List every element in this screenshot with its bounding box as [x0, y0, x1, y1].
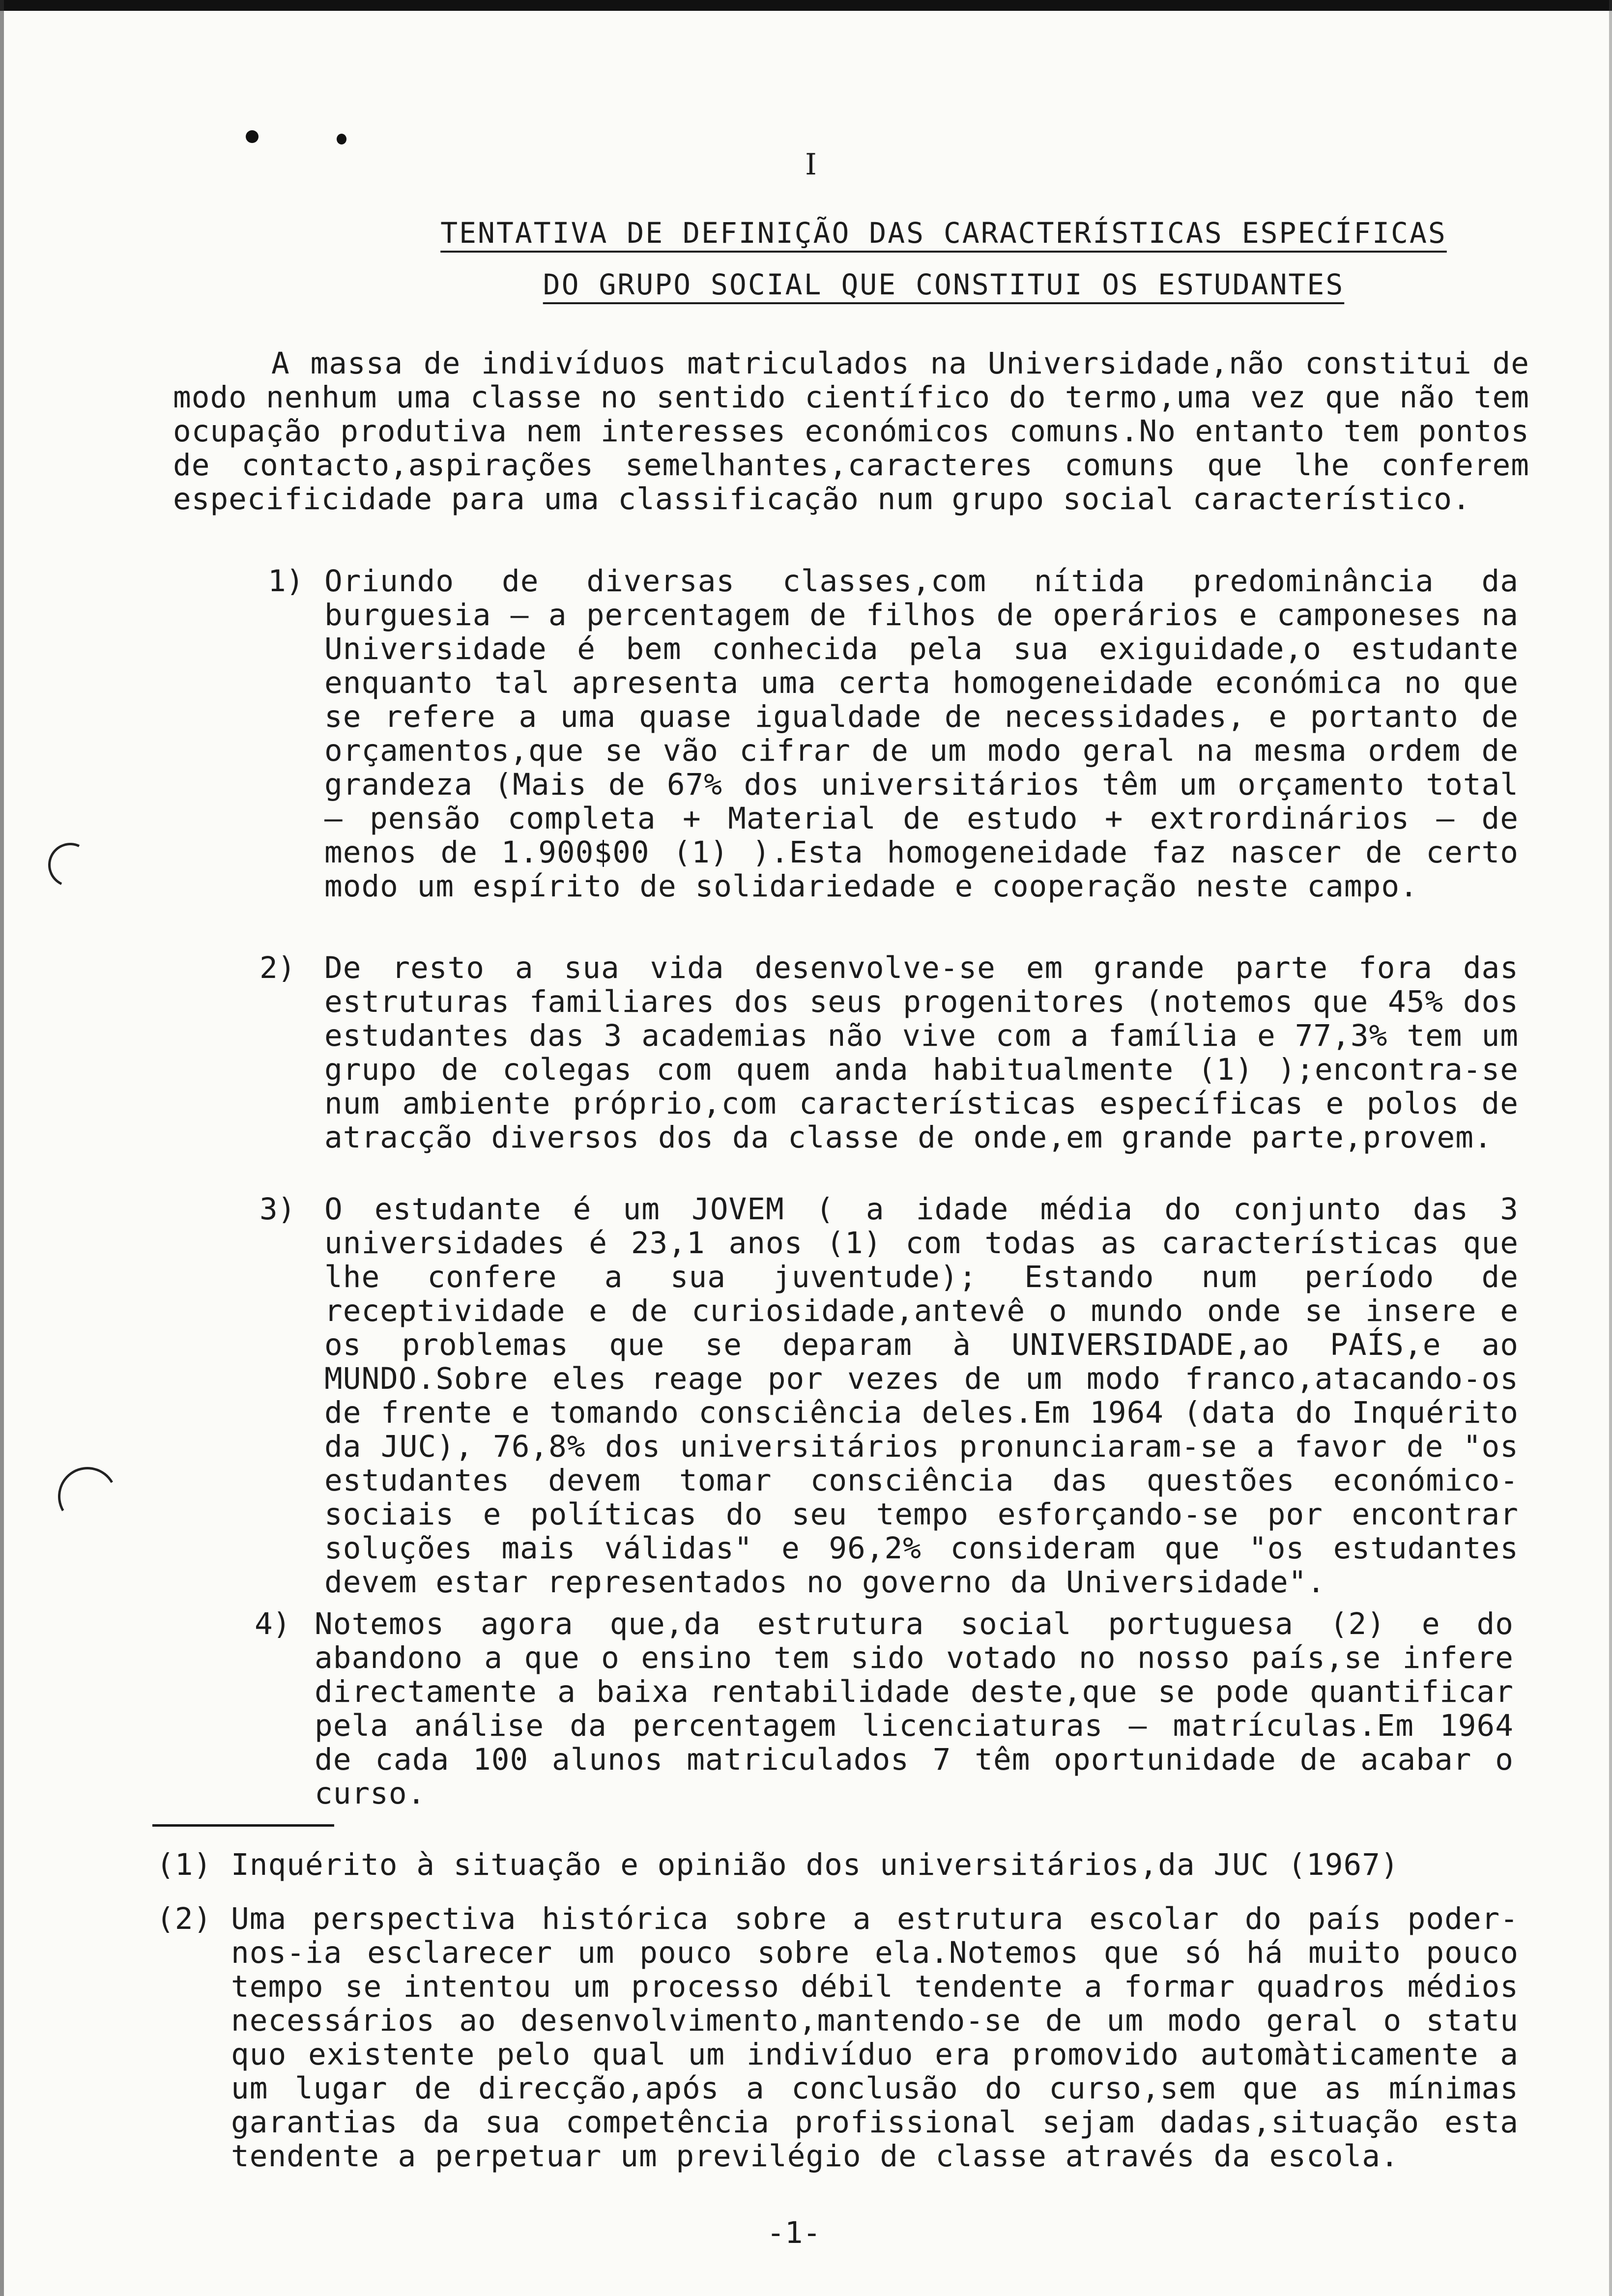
item-number: 1) [268, 564, 304, 599]
footnote-number: (1) [156, 1847, 212, 1882]
margin-mark [42, 836, 98, 893]
list-item: Notemos agora que,da estrutura social portuguesa (2) e do abandono a que o ensino tem sido votado no nosso país,se infere directamente a baixa rentabilidade deste,que se pode quantificar pela análise da percentagem licenciaturas — matrículas.Em 1964 de cada 100 alunos matriculados 7 têm oportunidade de acabar o curso. [315, 1607, 1514, 1811]
item-number: 2) [259, 950, 296, 985]
footnote-text: Inquérito à situação e opinião dos universitários,da JUC (1967) [231, 1847, 1399, 1882]
top-border [0, 0, 1612, 11]
list-item: De resto a sua vida desenvolve-se em grande parte fora das estruturas familiares dos seus progenitores (notemos que 45% dos estudantes das 3 academias não vive com a família e 77,3% tem um grupo de colegas com quem anda habitualmente (1) );encontra-se num ambiente próprio,com características específicas e polos de atracção diversos dos da classe de onde,em grande parte,provem. [324, 950, 1519, 1155]
punch-hole-mark [337, 134, 346, 144]
footnote-number: (2) [156, 1901, 212, 1936]
item-number: 3) [259, 1192, 296, 1227]
footnote-text: Uma perspectiva histórica sobre a estrutura escolar do país poder-nos-ia esclarecer um pouco sobre ela.Notemos que só há muito pouco tempo se intentou um processo débil tendente a formar quadros médios necessários ao desenvolvimento,mantendo-se de um modo geral o statu quo existente pelo qual um indivíduo era promovido automàticamente a um lugar de direcção,após a conclusão do curso,sem que as mínimas garantias da sua competência profissional sejam dadas,situação esta tendente a perpetuar um previlégio de classe através da escola. [231, 1901, 1519, 2174]
document-title-line-2: DO GRUPO SOCIAL QUE CONSTITUI OS ESTUDANTES [543, 268, 1345, 301]
page-number: -1- [767, 2215, 821, 2250]
right-page-edge [1609, 0, 1612, 2296]
document-title-line-1: TENTATIVA DE DEFINIÇÃO DAS CARACTERÍSTICAS ESPECÍFICAS [440, 216, 1447, 250]
left-page-edge [0, 0, 4, 2296]
intro-paragraph: A massa de indivíduos matriculados na Universidade,não constitui de modo nenhum uma classe no sentido científico do termo,uma vez que não tem ocupação produtiva nem interesses económicos comuns.No entanto tem pontos de contacto,aspirações semelhantes,caracteres comuns que lhe conferem especificidade para uma classificação num grupo social característico. [173, 346, 1529, 517]
item-number: 4) [255, 1607, 291, 1641]
list-item: O estudante é um JOVEM ( a idade média do conjunto das 3 universidades é 23,1 anos (1) com todas as características que lhe confere a sua juventude); Estando num período de receptividade e de curiosidade,antevê o mundo onde se insere e os problemas que se deparam à UNIVERSIDADE,ao PAÍS,e ao MUNDO.Sobre eles reage por vezes de um modo franco,atacando-os de frente e tomando consciência deles.Em 1964 (data do Inquérito da JUC), 76,8% dos universitários pronunciaram-se a favor de "os estudantes devem tomar consciência das questões económico-sociais e políticas do seu tempo esforçando-se por encontrar soluções mais válidas" e 96,2% consideram que "os estudantes devem estar representados no governo da Universidade". [324, 1192, 1519, 1600]
footnote-separator [152, 1824, 334, 1827]
margin-mark [52, 1461, 124, 1533]
list-item: Oriundo de diversas classes,com nítida predominância da burguesia — a percentagem de filhos de operários e camponeses na Universidade é bem conhecida pela sua exiguidade,o estudante enquanto tal apresenta uma certa homogeneidade económica no que se refere a uma quase igualdade de necessidades, e portanto de orçamentos,que se vão cifrar de um modo geral na mesma ordem de grandeza (Mais de 67% dos universitários têm um orçamento total — pensão completa + Material de estudo + extrordinários — de menos de 1.900$00 (1) ).Esta homogeneidade faz nascer de certo modo um espírito de solidariedade e cooperação neste campo. [324, 564, 1519, 904]
chapter-numeral: I [805, 147, 817, 182]
punch-hole-mark [246, 130, 259, 143]
